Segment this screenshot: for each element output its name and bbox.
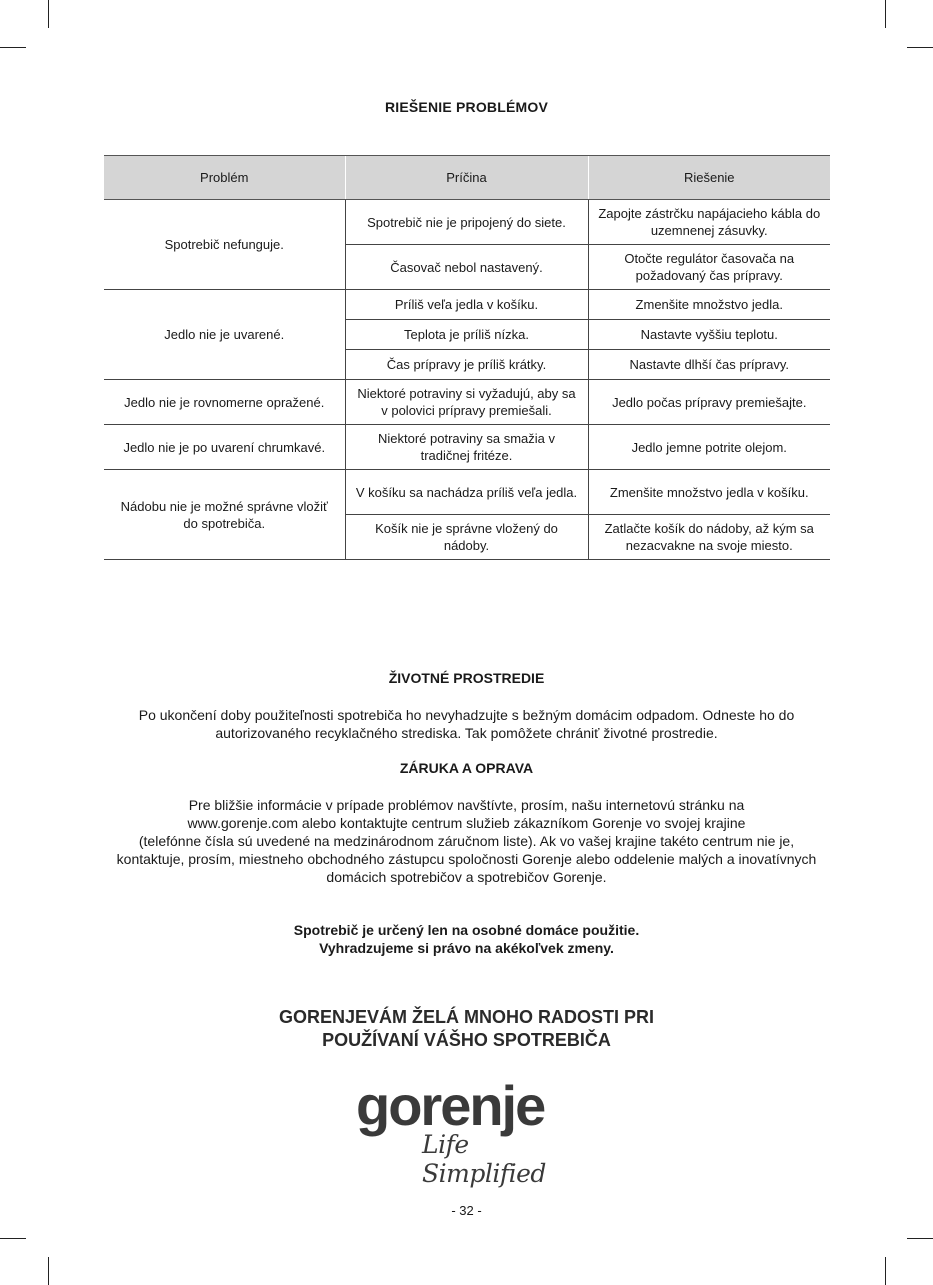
table-row — [104, 290, 830, 320]
solution-cell: Zatlačte košík do nádoby, až kým sa nezacvakne na svoje miesto. — [588, 515, 830, 560]
closing-line: POUŽÍVANÍ VÁŠHO SPOTREBIČA — [322, 1030, 611, 1050]
cause-cell: Príliš veľa jedla v košíku. — [345, 290, 588, 320]
crop-mark-top-right-horizontal — [907, 47, 933, 48]
cause-cell: Čas prípravy je príliš krátky. — [345, 350, 588, 380]
notice-line: Spotrebič je určený len na osobné domáce použitie. — [293, 922, 640, 938]
logo-wordmark: gorenje — [356, 1074, 545, 1137]
paragraph-line: www.gorenje.com alebo kontaktujte centrum služieb zákazníkom Gorenje vo svojej krajine — [187, 815, 746, 831]
solution-cell: Jedlo počas prípravy premiešajte. — [588, 380, 830, 425]
problem-cell: Nádobu nie je možné správne vložiť do spotrebiča. — [104, 470, 345, 560]
solution-cell: Otočte regulátor časovača na požadovaný čas prípravy. — [588, 245, 830, 290]
closing-message — [0, 1006, 933, 1052]
cause-cell: Spotrebič nie je pripojený do siete. — [345, 200, 588, 245]
warranty-paragraph — [0, 796, 933, 886]
notice-line: Vyhradzujeme si právo na akékoľvek zmeny. — [319, 940, 614, 956]
troubleshooting-title: RIEŠENIE PROBLÉMOV — [384, 99, 549, 115]
problem-cell: Spotrebič nefunguje. — [104, 200, 345, 290]
cause-cell: Časovač nebol nastavený. — [345, 245, 588, 290]
crop-mark-bottom-right-horizontal — [907, 1238, 933, 1239]
problem-cell: Jedlo nie je rovnomerne opražené. — [104, 380, 345, 425]
table-header-row — [104, 156, 830, 200]
environment-paragraph — [0, 706, 933, 742]
crop-mark-bottom-left-horizontal — [0, 1238, 26, 1239]
cause-cell: V košíku sa nachádza príliš veľa jedla. — [345, 470, 588, 515]
table-row — [104, 470, 830, 515]
crop-mark-top-left-vertical — [48, 0, 49, 28]
paragraph-line: autorizovaného recyklačného strediska. Tak pomôžete chrániť životné prostredie. — [215, 725, 718, 741]
solution-cell: Zmenšite množstvo jedla. — [588, 290, 830, 320]
solution-cell: Jedlo jemne potrite olejom. — [588, 425, 830, 470]
solution-cell: Nastavte vyššiu teplotu. — [588, 320, 830, 350]
table-row — [104, 200, 830, 245]
header-problem: Problém — [104, 156, 345, 200]
troubleshooting-table — [104, 155, 830, 560]
cause-cell: Teplota je príliš nízka. — [345, 320, 588, 350]
environment-title: ŽIVOTNÉ PROSTREDIE — [388, 670, 545, 686]
crop-mark-top-left-horizontal — [0, 47, 26, 48]
page-number: - 32 - — [451, 1203, 482, 1218]
problem-cell: Jedlo nie je uvarené. — [104, 290, 345, 380]
crop-mark-bottom-right-vertical — [885, 1257, 886, 1285]
cause-cell: Košík nie je správne vložený do nádoby. — [345, 515, 588, 560]
warranty-title: ZÁRUKA A OPRAVA — [399, 760, 534, 776]
logo-tagline: Life Simplified — [422, 1130, 546, 1188]
paragraph-line: Pre bližšie informácie v prípade problémov navštívte, prosím, našu internetovú stránku na — [188, 797, 745, 813]
usage-notice — [0, 921, 933, 957]
paragraph-line: Po ukončení doby použiteľnosti spotrebiča ho nevyhadzujte s bežným domácim odpadom. Odneste ho do — [138, 707, 795, 723]
header-cause: Príčina — [345, 156, 588, 200]
gorenje-logo — [356, 1074, 578, 1188]
closing-line: GORENJEVÁM ŽELÁ MNOHO RADOSTI PRI — [278, 1007, 655, 1027]
table-row — [104, 380, 830, 425]
paragraph-line: domácich spotrebičov a spotrebičov Gorenje. — [326, 869, 607, 885]
table-row — [104, 425, 830, 470]
solution-cell: Zmenšite množstvo jedla v košíku. — [588, 470, 830, 515]
paragraph-line: (telefónne čísla sú uvedené na medzinárodnom záručnom liste). Ak vo vašej krajine takéto centrum nie je, — [138, 833, 795, 849]
crop-mark-top-right-vertical — [885, 0, 886, 28]
cause-cell: Niektoré potraviny sa smažia v tradičnej fritéze. — [345, 425, 588, 470]
solution-cell: Zapojte zástrčku napájacieho kábla do uzemnenej zásuvky. — [588, 200, 830, 245]
crop-mark-bottom-left-vertical — [48, 1257, 49, 1285]
problem-cell: Jedlo nie je po uvarení chrumkavé. — [104, 425, 345, 470]
solution-cell: Nastavte dlhší čas prípravy. — [588, 350, 830, 380]
paragraph-line: kontaktuje, prosím, miestneho obchodného zástupcu spoločnosti Gorenje alebo oddelenie malých a inovatívnych — [116, 851, 817, 867]
cause-cell: Niektoré potraviny si vyžadujú, aby sa v polovici prípravy premiešali. — [345, 380, 588, 425]
header-solution: Riešenie — [588, 156, 830, 200]
